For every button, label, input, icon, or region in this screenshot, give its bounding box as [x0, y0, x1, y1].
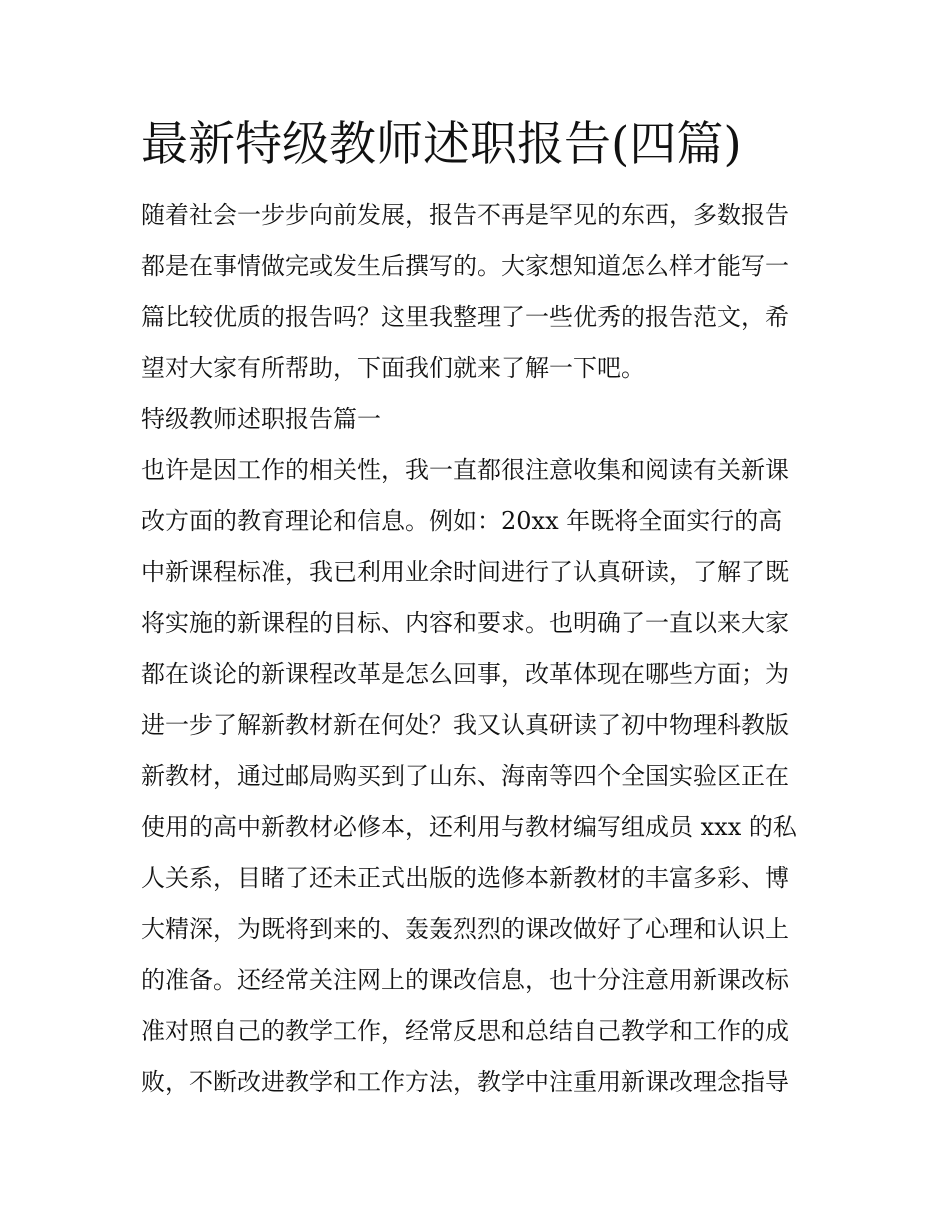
body-line: 准对照自己的教学工作，经常反思和总结自己教学和工作的成 [141, 1017, 789, 1045]
body-line: 将实施的新课程的目标、内容和要求。也明确了一直以来大家 [141, 609, 789, 637]
body-line: 中新课程标准，我已利用业余时间进行了认真研读，了解了既 [141, 558, 789, 586]
body-line: 望对大家有所帮助，下面我们就来了解一下吧。 [141, 354, 645, 382]
body-line: 随着社会一步步向前发展，报告不再是罕见的东西，多数报告 [141, 201, 789, 229]
body-line: 都是在事情做完或发生后撰写的。大家想知道怎么样才能写一 [141, 252, 789, 280]
body-line: 篇比较优质的报告吗？这里我整理了一些优秀的报告范文，希 [141, 303, 789, 331]
section-heading: 特级教师述职报告篇一 [141, 405, 381, 433]
body-line: 进一步了解新教材新在何处？我又认真研读了初中物理科教版 [141, 711, 789, 739]
body-line: 的准备。还经常关注网上的课改信息，也十分注意用新课改标 [141, 966, 789, 994]
body-line: 也许是因工作的相关性，我一直都很注意收集和阅读有关新课 [141, 456, 789, 484]
body-line: 都在谈论的新课程改革是怎么回事，改革体现在哪些方面；为 [141, 660, 789, 688]
body-line: 新教材，通过邮局购买到了山东、海南等四个全国实验区正在 [141, 762, 789, 790]
body-line: 使用的高中新教材必修本，还利用与教材编写组成员 xxx 的私 [141, 813, 797, 841]
body-line: 改方面的教育理论和信息。例如：20xx 年既将全面实行的高 [141, 507, 783, 535]
document-body [141, 190, 813, 1108]
document-title: 最新特级教师述职报告(四篇) [141, 117, 742, 172]
body-line: 大精深，为既将到来的、轰轰烈烈的课改做好了心理和认识上 [141, 915, 789, 943]
document-page [141, 114, 813, 1108]
body-line: 败，不断改进教学和工作方法，教学中注重用新课改理念指导 [141, 1068, 789, 1096]
body-line: 人关系，目睹了还未正式出版的选修本新教材的丰富多彩、博 [141, 864, 789, 892]
